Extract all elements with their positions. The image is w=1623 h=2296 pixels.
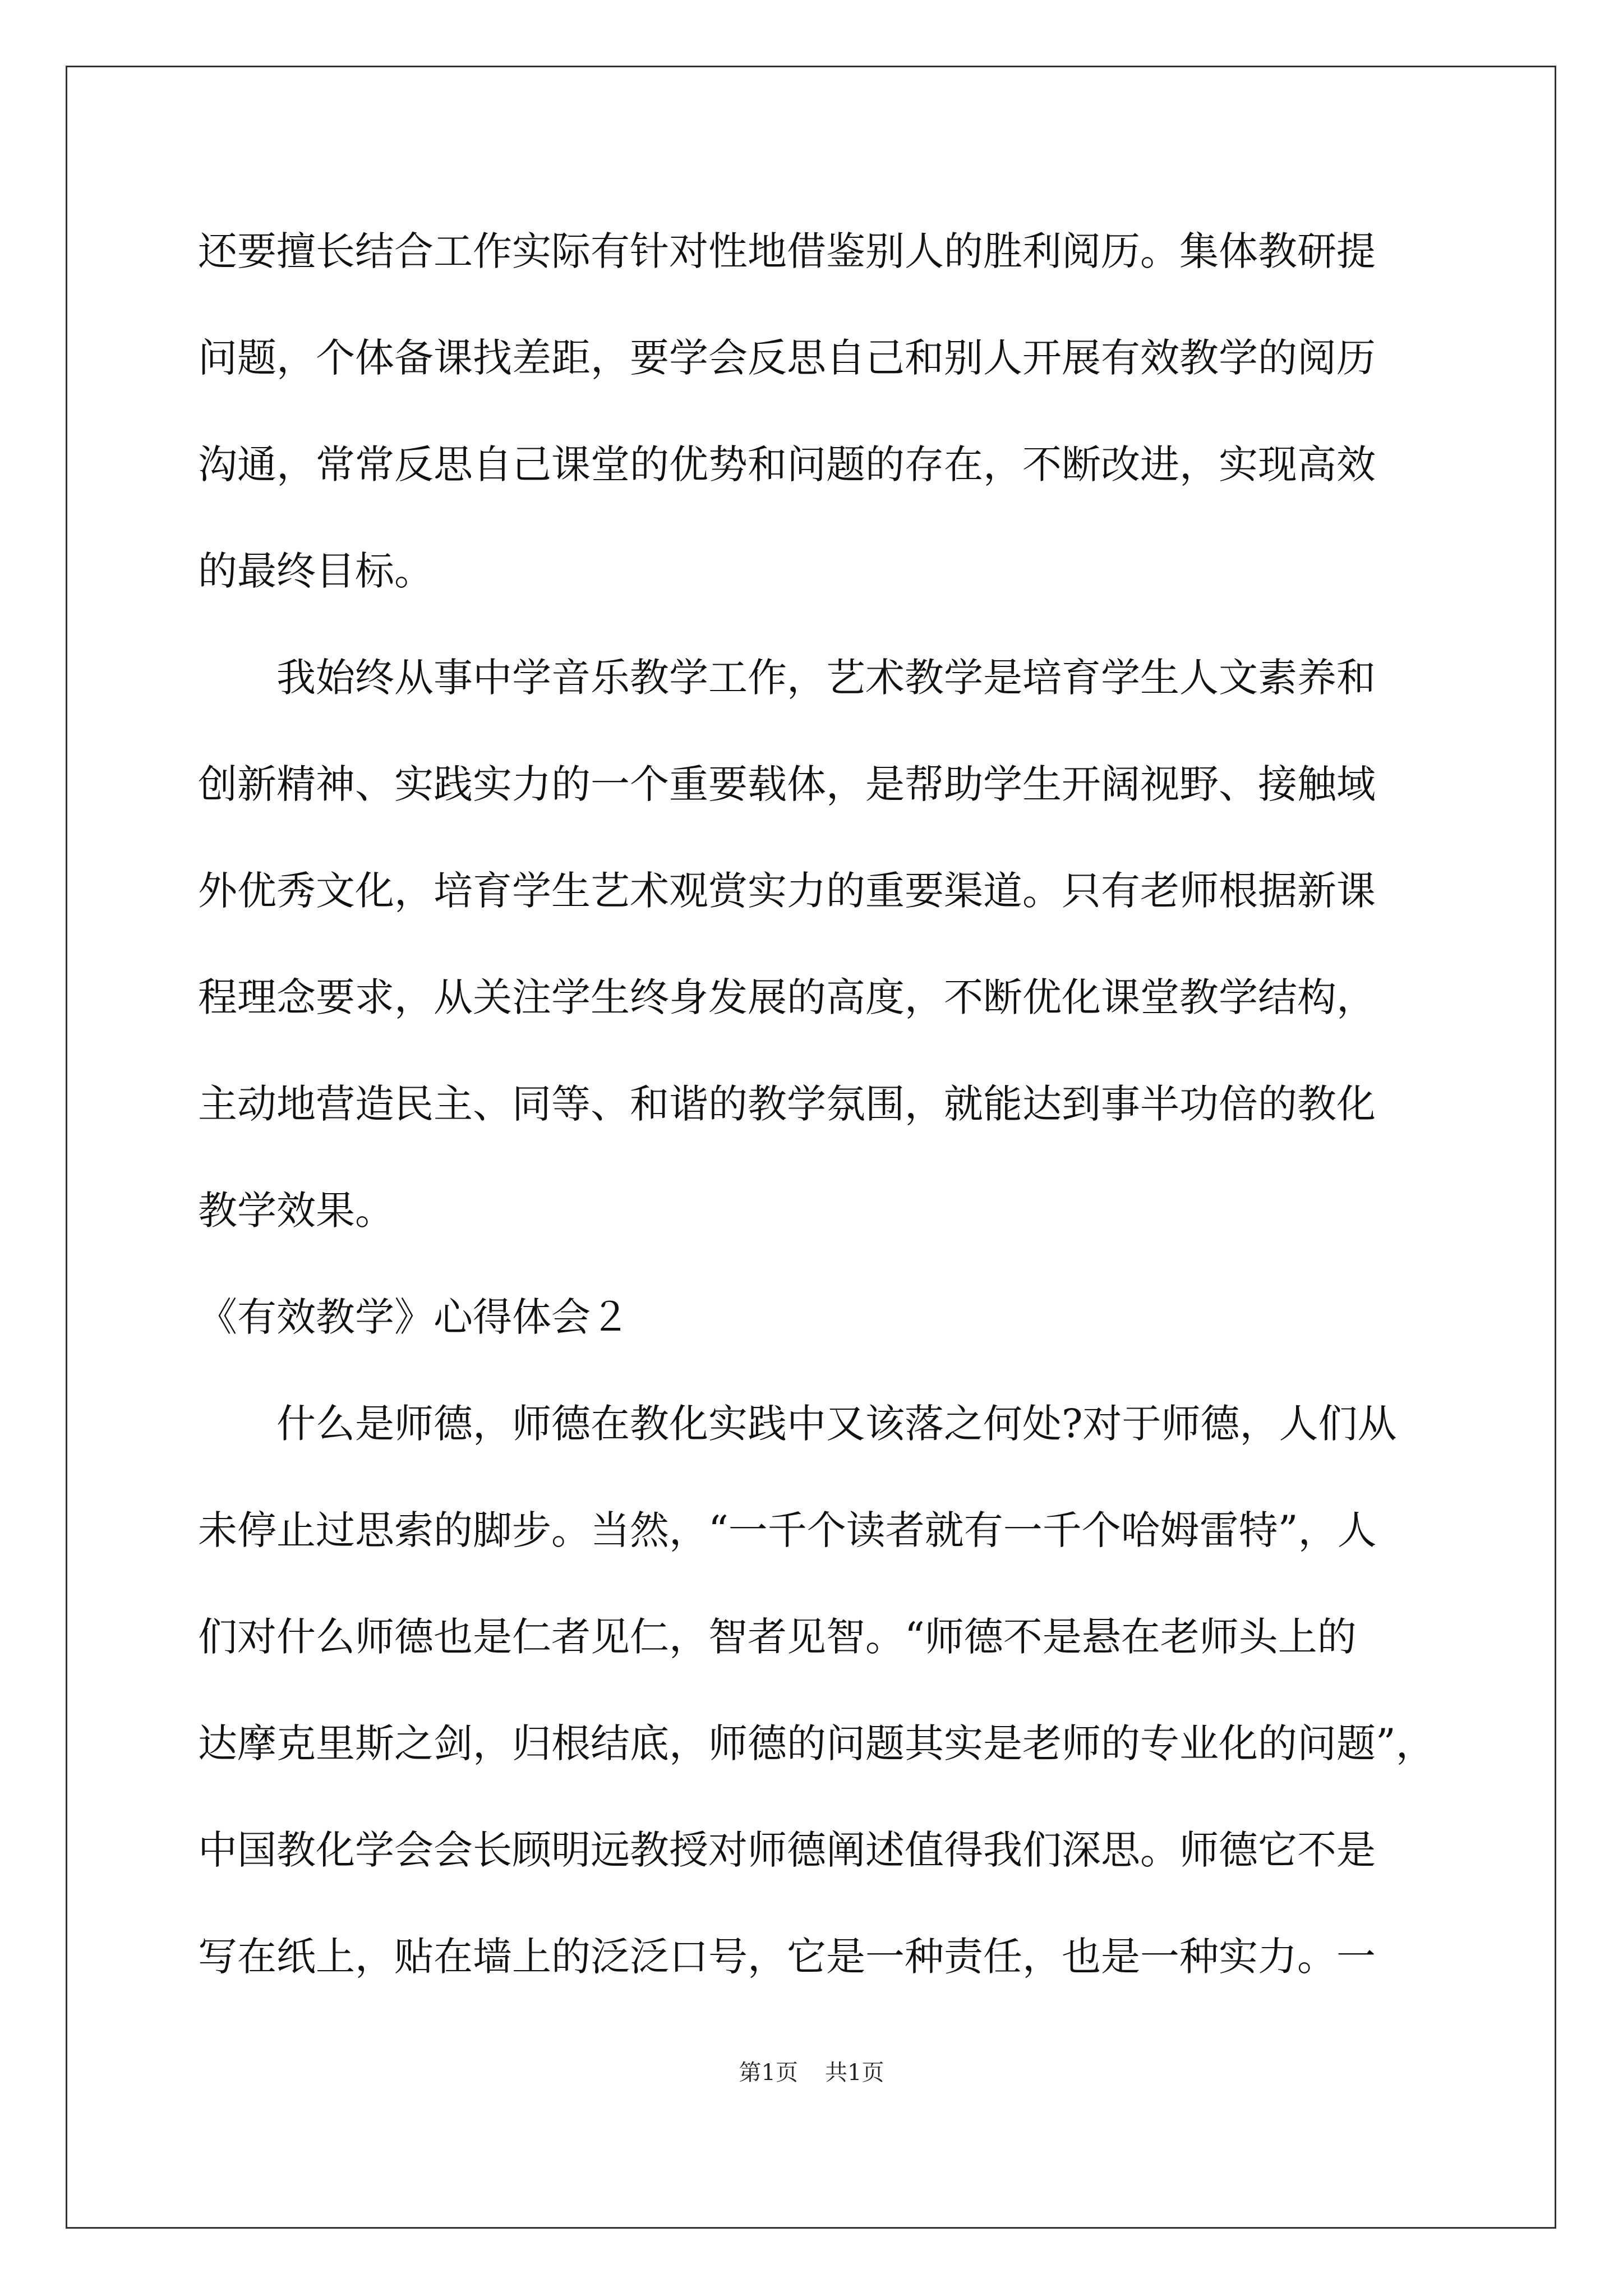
paragraph-3-line-6: 写在纸上，贴在墙上的泛泛口号，它是一种责任，也是一种实力。一 [198,1934,1376,1980]
paragraph-3-line-2: 未停止过思索的脚步。当然，“一千个读者就有一千个哈姆雷特”，人 [198,1507,1377,1553]
paragraph-3-line-4: 达摩克里斯之剑，归根结底，师德的问题其实是老师的专业化的问题”， [198,1720,1435,1766]
paragraph-2-line-4: 程理念要求，从关注学生终身发展的高度，不断优化课堂教学结构， [198,974,1376,1020]
paragraph-2-line-1: 我始终从事中学音乐教学工作，艺术教学是培育学生人文素养和 [276,655,1376,701]
paragraph-1-line-4: 的最终目标。 [198,548,434,594]
paragraph-3-line-5: 中国教化学会会长顾明远教授对师德阐述值得我们深思。师德它不是 [198,1827,1376,1873]
paragraph-1-line-3: 沟通，常常反思自己课堂的优势和问题的存在，不断改进，实现高效 [198,441,1376,487]
paragraph-3-line-1: 什么是师德，师德在教化实践中又该落之何处?对于师德，人们从 [276,1401,1397,1447]
page-number-current: 第1页 [739,2060,798,2086]
paragraph-2-line-5: 主动地营造民主、同等、和谐的教学氛围，就能达到事半功倍的教化 [198,1081,1376,1127]
page-number-total: 共1页 [825,2060,884,2086]
paragraph-1-line-2: 问题，个体备课找差距，要学会反思自己和别人开展有效教学的阅历 [198,335,1376,381]
section-heading: 《有效教学》心得体会２ [198,1294,630,1340]
paragraph-2-line-3: 外优秀文化，培育学生艺术观赏实力的重要渠道。只有老师根据新课 [198,868,1376,914]
paragraph-2-line-6: 教学效果。 [198,1188,394,1234]
paragraph-3-line-3: 们对什么师德也是仁者见仁，智者见智。“师德不是悬在老师头上的 [198,1614,1357,1660]
page-border [66,66,1556,2229]
page-footer [0,2056,1623,2090]
paragraph-1-line-1: 还要擅长结合工作实际有针对性地借鉴别人的胜利阅历。集体教研提 [198,228,1376,274]
paragraph-2-line-2: 创新精神、实践实力的一个重要载体，是帮助学生开阔视野、接触域 [198,761,1376,807]
